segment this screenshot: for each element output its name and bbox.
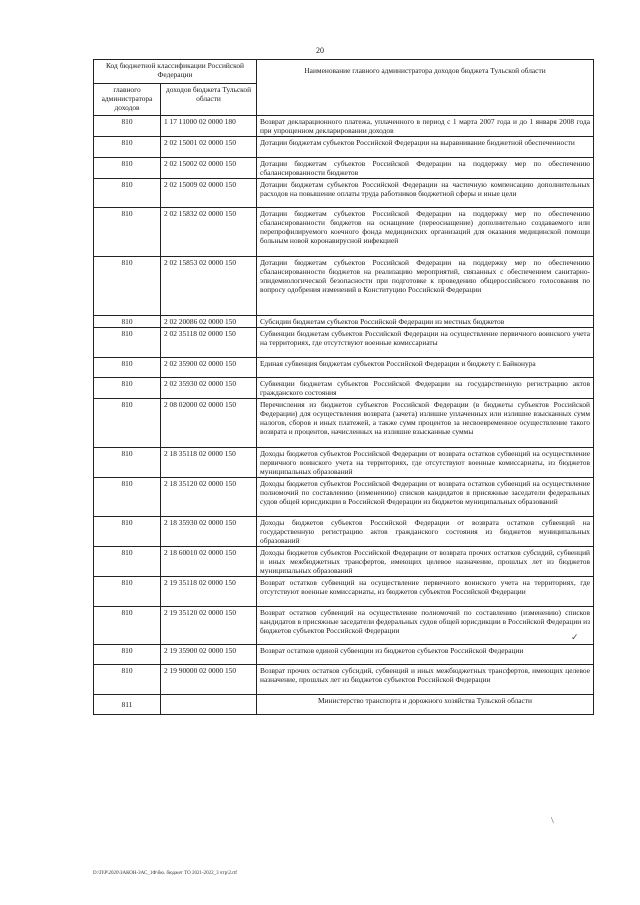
admin-code-cell: 810 xyxy=(94,257,161,316)
revenue-code-cell: 2 08 02000 02 0000 150 xyxy=(161,399,257,448)
description-cell: Доходы бюджетов субъектов Российской Федерации от возврата остатков субвенций на государственную регистрацию актов гражданского состояния из бюджетов муниципальных образований xyxy=(257,517,594,547)
ministry-admin-code: 811 xyxy=(94,695,161,715)
revenue-code-cell: 2 19 35120 02 0000 150 xyxy=(161,607,257,645)
admin-code-cell: 810 xyxy=(94,316,161,328)
table-row xyxy=(94,517,594,547)
table-row xyxy=(94,257,594,316)
ministry-code-cell xyxy=(161,695,257,715)
revenue-code-cell: 2 02 15002 02 0000 150 xyxy=(161,158,257,179)
page-number: 20 xyxy=(316,46,324,55)
admin-code-cell: 810 xyxy=(94,478,161,517)
pencil-stroke: / xyxy=(548,815,557,825)
admin-code-cell: 810 xyxy=(94,328,161,358)
admin-code-cell: 810 xyxy=(94,665,161,695)
description-cell: Дотации бюджетам субъектов Российской Федерации на частичную компенсацию дополнительных расходов на повышение оплаты труда работников бюджетной сферы и иные цели xyxy=(257,179,594,208)
admin-code-cell: 810 xyxy=(94,116,161,137)
name-column-header: Наименование главного администратора доходов бюджета Тульской области xyxy=(257,60,594,116)
description-cell: Возврат декларационного платежа, уплаченного в период с 1 марта 2007 года и до 1 января 2008 года при упрощенном декларировании доходов xyxy=(257,116,594,137)
revenue-code-cell: 1 17 11000 02 0000 180 xyxy=(161,116,257,137)
table-row xyxy=(94,448,594,478)
table-row xyxy=(94,158,594,179)
revenue-code-cell: 2 19 90000 02 0000 150 xyxy=(161,665,257,695)
description-cell: Перечисления из бюджетов субъектов Российской Федерации (в бюджеты субъектов Российской Федерации) для осуществления возврата (зачета) излишне уплаченных или излишне взысканных сумм налогов, сборов и иных платежей, а также сумм процентов за несвоевременное осуществление такого возврата и процентов, начисленных на излишне взысканные суммы xyxy=(257,399,594,448)
admin-code-cell: 810 xyxy=(94,517,161,547)
description-cell: Возврат остатков единой субвенции из бюджетов субъектов Российской Федерации xyxy=(257,645,594,665)
ministry-row xyxy=(94,695,594,715)
revenue-code-cell: 2 02 15001 02 0000 150 xyxy=(161,137,257,158)
table-row xyxy=(94,378,594,399)
description-cell: Дотации бюджетам субъектов Российской Федерации на поддержку мер по обеспечению сбалансированности бюджетов на оснащение (переоснащение) дополнительно создаваемого или перепрофилируемого коечного фонда медицинских организаций для оказания медицинской помощи больным новой коронавирусной инфекцией xyxy=(257,208,594,257)
admin-code-cell: 810 xyxy=(94,448,161,478)
ministry-name: Министерство транспорта и дорожного хозяйства Тульской области xyxy=(257,695,594,715)
revenue-code-cell: 2 18 35118 02 0000 150 xyxy=(161,448,257,478)
table-row xyxy=(94,137,594,158)
admin-code-cell: 810 xyxy=(94,378,161,399)
description-cell: Дотации бюджетам субъектов Российской Федерации на поддержку мер по обеспечению сбалансированности бюджетов на реализацию мероприятий, связанных с обеспечением санитарно-эпидемиологической безопасности при подготовке к проведению общероссийского голосования по вопросу одобрения изменений в Конституцию Российской Федерации xyxy=(257,257,594,316)
table-header-row xyxy=(94,60,594,84)
table-row xyxy=(94,399,594,448)
description-cell: Доходы бюджетов субъектов Российской Федерации от возврата остатков субвенций на осуществление первичного воинского учета на территориях, где отсутствуют военные комиссариаты, из бюджетов муниципальных образований xyxy=(257,448,594,478)
revenue-code-cell: 2 19 35118 02 0000 150 xyxy=(161,577,257,607)
description-cell: Доходы бюджетов субъектов Российской Федерации от возврата остатков субвенций на осуществление полномочий по составлению (изменению) списков кандидатов в присяжные заседатели федеральных судов общей юрисдикции в Российской Федерации из бюджетов муниципальных образований xyxy=(257,478,594,517)
revenue-code-cell: 2 02 15832 02 0000 150 xyxy=(161,208,257,257)
revenue-admin-table xyxy=(93,59,594,715)
description-cell: Дотации бюджетам субъектов Российской Федерации на выравнивание бюджетной обеспеченности xyxy=(257,137,594,158)
table-row xyxy=(94,607,594,645)
admin-code-cell: 810 xyxy=(94,577,161,607)
revenue-code-cell: 2 02 35118 02 0000 150 xyxy=(161,328,257,358)
table-row xyxy=(94,116,594,137)
admin-column-header: главного администратора доходов xyxy=(94,84,161,116)
file-path-footer: D:\П\Р\2020\ЗАКОН-ЗАС_1Ф\бю. бюджет ТО 2021-2022_3 чтр\2.rtf xyxy=(93,871,237,876)
code-group-header: Код бюджетной классификации Российской Федерации xyxy=(94,60,257,84)
description-cell: Возврат остатков субвенций на осуществление первичного воинского учета на территориях, где отсутствуют военные комиссариаты, из бюджетов субъектов Российской Федерации xyxy=(257,577,594,607)
admin-code-cell: 810 xyxy=(94,208,161,257)
revenue-code-cell: 2 18 60010 02 0000 150 xyxy=(161,547,257,577)
admin-code-cell: 810 xyxy=(94,645,161,665)
table-row xyxy=(94,577,594,607)
admin-code-cell: 810 xyxy=(94,158,161,179)
table-row xyxy=(94,547,594,577)
admin-code-cell: 810 xyxy=(94,399,161,448)
table-row xyxy=(94,179,594,208)
table-row xyxy=(94,208,594,257)
revenue-code-cell: 2 02 35900 02 0000 150 xyxy=(161,358,257,378)
admin-code-cell: 810 xyxy=(94,358,161,378)
table-row xyxy=(94,358,594,378)
table-body xyxy=(94,116,594,715)
admin-code-cell: 810 xyxy=(94,607,161,645)
description-cell: Возврат остатков субвенций на осуществление полномочий по составлению (изменению) списков кандидатов в присяжные заседатели федеральных судов общей юрисдикции в Российской Федерации из бюджетов субъектов Российской Федерации xyxy=(257,607,594,645)
revenue-code-cell: 2 02 15009 02 0000 150 xyxy=(161,179,257,208)
description-cell: Субвенции бюджетам субъектов Российской Федерации на государственную регистрацию актов гражданского состояния xyxy=(257,378,594,399)
table-row xyxy=(94,328,594,358)
description-cell: Возврат прочих остатков субсидий, субвенций и иных межбюджетных трансфертов, имеющих целевое назначение, прошлых лет из бюджетов субъектов Российской Федерации xyxy=(257,665,594,695)
description-cell: Субсидии бюджетам субъектов Российской Федерации из местных бюджетов xyxy=(257,316,594,328)
table-row xyxy=(94,478,594,517)
revenue-code-cell: 2 18 35120 02 0000 150 xyxy=(161,478,257,517)
description-cell: Дотации бюджетам субъектов Российской Федерации на поддержку мер по обеспечению сбалансированности бюджетов xyxy=(257,158,594,179)
pencil-mark: ✓ xyxy=(571,632,579,642)
revenue-code-cell: 2 02 20086 02 0000 150 xyxy=(161,316,257,328)
description-cell: Доходы бюджетов субъектов Российской Федерации от возврата прочих остатков субсидий, субвенций и иных межбюджетных трансфертов, имеющих целевое назначение, прошлых лет из бюджетов муниципальных образований xyxy=(257,547,594,577)
revenue-column-header: доходов бюджета Тульской области xyxy=(161,84,257,116)
description-cell: Субвенции бюджетам субъектов Российской Федерации на осуществление первичного воинского учета на территориях, где отсутствуют военные комиссариаты xyxy=(257,328,594,358)
table-row xyxy=(94,316,594,328)
admin-code-cell: 810 xyxy=(94,137,161,158)
admin-code-cell: 810 xyxy=(94,547,161,577)
revenue-code-cell: 2 02 15853 02 0000 150 xyxy=(161,257,257,316)
table-row xyxy=(94,645,594,665)
description-cell: Единая субвенция бюджетам субъектов Российской Федерации и бюджету г. Байконура xyxy=(257,358,594,378)
revenue-code-cell: 2 19 35900 02 0000 150 xyxy=(161,645,257,665)
revenue-code-cell: 2 18 35930 02 0000 150 xyxy=(161,517,257,547)
table-row xyxy=(94,665,594,695)
revenue-code-cell: 2 02 35930 02 0000 150 xyxy=(161,378,257,399)
admin-code-cell: 810 xyxy=(94,179,161,208)
